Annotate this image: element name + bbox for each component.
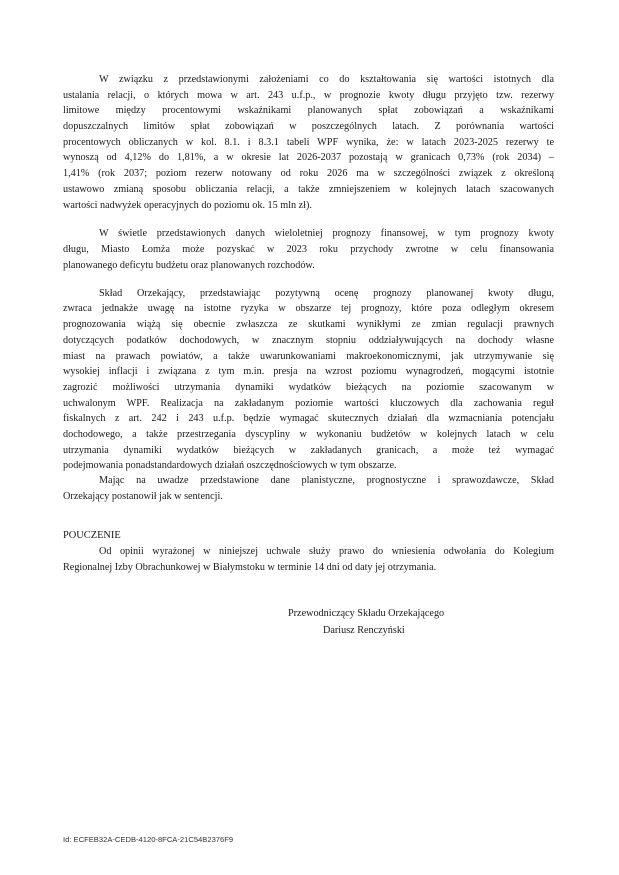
text-line: W związku z przedstawionymi założeniami co do kształtowania się wartości istotnych dla — [99, 74, 554, 85]
text-line: procentowych obliczanych w kol. 8.1. i 8.3.1 tabeli WPF wynika, że: w latach 2023-2025 rezerwy te — [63, 137, 554, 148]
text-line: dotyczących podatków dochodowych, w znacznym stopniu oddziaływujących na dochody własne — [63, 335, 554, 346]
text-line: zagrozić możliwości utrzymania dynamiki wydatków bieżących na poziomie szacowanym w — [63, 382, 554, 393]
document-id: Id: ECFEB32A-CEDB-4120-8FCA-21C54B2376F9 — [63, 835, 234, 844]
text-line: fiskalnych z art. 242 i 243 u.f.p. będzie wymagać skutecznych działań dla wzmacniania potencjału — [63, 413, 554, 424]
text-line: Orzekający postanowił jak w sentencji. — [63, 491, 223, 502]
text-line: wysokiej inflacji i związana z tym m.in. presja na wzrost poziomu wynagrodzeń, mogącymi istotnie — [63, 366, 554, 377]
text-line: długu, Miasto Łomża może pozyskać w 2023 roku przychody zwrotne w celu finansowania — [63, 244, 554, 255]
text-line: W świetle przedstawionych danych wieloletniej prognozy finansowej, w tym prognozy kwoty — [99, 228, 554, 239]
signature-name: Dariusz Renczyński — [323, 625, 405, 636]
text-line: Skład Orzekający, przedstawiając pozytywną ocenę prognozy planowanej kwoty długu, — [99, 288, 554, 299]
text-line: miast na prawach powiatów, a także uwarunkowaniami makroekonomicznymi, jak utrzymywanie się — [63, 351, 554, 362]
text-line: limitowe między procentowymi wskaźnikami planowanych spłat zobowiązań a wskaźnikami — [63, 105, 554, 116]
text-line: ustalania relacji, o których mowa w art. 243 u.f.p., w prognozie kwoty długu przyjęto tzw. rezerwy — [63, 90, 554, 101]
text-line: uchwalonym WPF. Realizacja na zakładanym poziomie wartości kluczowych dla zachowania reguł — [63, 398, 554, 409]
text-line: zwraca jednakże uwagę na istotne ryzyka w obszarze tej prognozy, które poza odległym okresem — [63, 303, 554, 314]
text-line: wynoszą od 4,12% do 1,81%, a w okresie lat 2026-2037 pozostają w granicach 0,73% (rok 2034) – — [63, 152, 554, 163]
text-line: Od opinii wyrażonej w niniejszej uchwale służy prawo do wniesienia odwołania do Kolegium — [99, 546, 554, 557]
text-line: ustawowo zmianą sposobu obliczania relacji, a także zmniejszeniem w kolejnych latach szacowanych — [63, 184, 554, 195]
section-heading-pouczenie: POUCZENIE — [63, 530, 121, 541]
text-line: dopuszczalnych limitów spłat zobowiązań w poszczególnych latach. Z porównania wartości — [63, 121, 554, 132]
text-line: Mając na uwadze przedstawione dane planistyczne, prognostyczne i sprawozdawcze, Skład — [99, 475, 554, 486]
text-line: prognozowania wiążą się obecnie zwłaszcza ze skutkami wynikłymi ze zmian regulacji prawnych — [63, 319, 554, 330]
text-line: 1,41% (rok 2037; poziom rezerw notowany od roku 2026 ma w szczególności związek z określoną — [63, 168, 554, 179]
text-line: wartości nadwyżek operacyjnych do poziomu ok. 15 mln zł). — [63, 200, 312, 211]
text-line: podejmowania ponadstandardowych działań oszczędnościowych w tym obszarze. — [63, 460, 397, 471]
signature-title: Przewodniczący Składu Orzekającego — [288, 608, 445, 619]
text-line: dochodowego, a także przestrzegania dyscypliny w wykonaniu budżetów w kolejnych latach w celu — [63, 429, 554, 440]
text-line: utrzymania dynamiki wydatków bieżących w zakładanych granicach, a może też wymagać — [63, 445, 554, 456]
text-line: Regionalnej Izby Obrachunkowej w Białymstoku w terminie 14 dni od daty jej otrzymania. — [63, 562, 437, 573]
text-line: planowanego deficytu budżetu oraz planowanych rozchodów. — [63, 260, 315, 271]
